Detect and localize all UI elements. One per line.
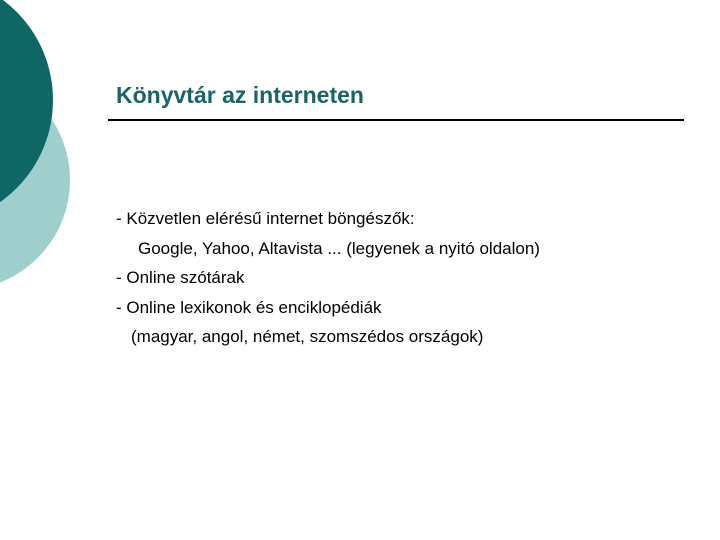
list-item-encyclopedias: - Online lexikonok és enciklopédiák: [116, 297, 382, 317]
content-list: [116, 204, 540, 352]
list-item-browsers-detail: Google, Yahoo, Altavista ... (legyenek a nyitó oldalon): [138, 238, 540, 258]
slide-title: Könyvtár az interneten: [116, 82, 364, 108]
list-item-dictionaries: - Online szótárak: [116, 268, 245, 287]
title-underline: [108, 119, 684, 121]
list-item-browsers: - Közvetlen elérésű internet böngészők:: [116, 209, 415, 228]
list-item-encyclopedias-detail: (magyar, angol, német, szomszédos országok): [131, 327, 484, 346]
decorative-circles: [0, 0, 120, 300]
